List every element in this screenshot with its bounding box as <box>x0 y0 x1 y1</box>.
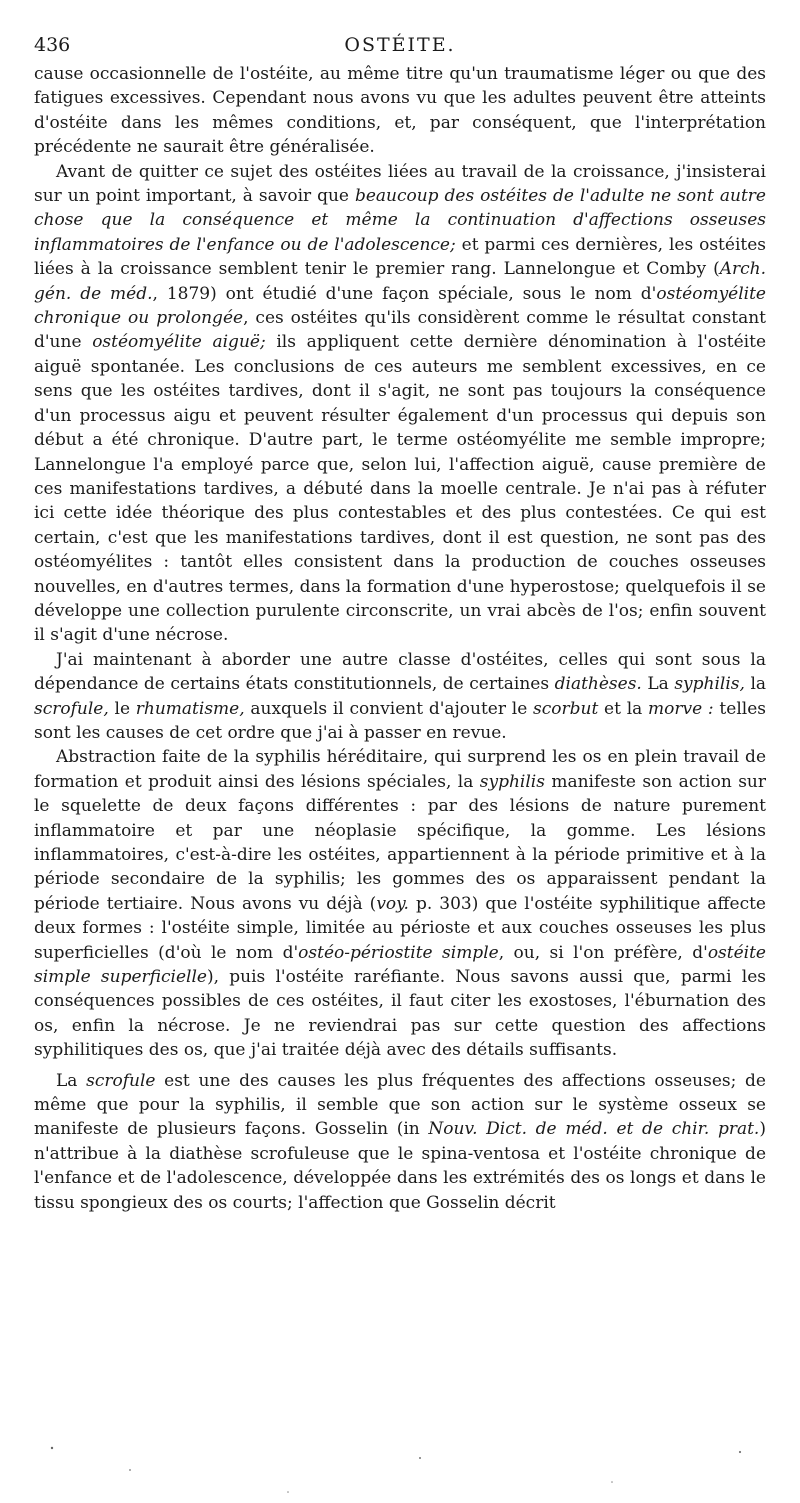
italic-text: scrofule, <box>34 698 109 719</box>
text-run: , 1879) ont étudié d'une façon spéciale, sous le nom d' <box>152 283 657 304</box>
book-page <box>34 28 766 1215</box>
text-run: le <box>108 698 136 719</box>
running-title: OSTÉITE. <box>344 34 456 56</box>
paragraph <box>34 745 766 1062</box>
text-run: et parmi ces dernières, les ostéites liées à la croissance semblent tenir le premier rang. Lannelongue et Comby ( <box>34 234 766 280</box>
text-run: J'ai maintenant à aborder une autre classe d'ostéites, celles qui sont sous la dépendance de certains états constitutionnels, de certaines <box>34 649 766 695</box>
italic-text: scrofule <box>86 1070 156 1091</box>
text-run: ils appliquent cette dernière dénomination à l'ostéite aiguë spontanée. Les conclusions de ces auteurs me semblent excessives, en ce sens que les ostéites tardives, dont il s'agit, ne sont pas toujours la conséquence d'un processus aigu et peuvent résulter également d'un processus qui depuis son début a été chronique. D'autre part, le terme ostéomyélite me semble impropre; Lannelongue l'a employé parce que, selon lui, l'affection aiguë, cause première de ces manifestations tardives, a débuté dans la moelle centrale. Je n'ai pas à réfuter ici cette idée théorique des plus contestables et des plus contestées. Ce qui est certain, c'est que les manifestations tardives, dont il est question, ne sont pas des ostéomyélites : tantôt elles consistent dans la production de couches osseuses nouvelles, en d'autres termes, dans la formation d'une hyperostose; quelquefois il se développe une collection purulente circonscrite, un vrai abcès de l'os; enfin souvent il s'agit d'une nécrose. <box>34 332 767 646</box>
paragraph <box>34 1069 766 1215</box>
text-run: est une des causes les plus fréquentes des affections osseuses; de même que pour la syphilis, il semble que son action sur le système osseux se manifeste de plusieurs façons. Gosselin (in <box>34 1070 766 1140</box>
text-run: ) n'attribue à la diathèse scrofuleuse que le spina-ventosa et l'ostéite chronique de l'enfance et de l'adolescence, développée dans les extrémités des os longs et dans le tissu spongieux des os courts; l'affection que Gosselin décrit <box>34 1119 766 1213</box>
text-run: , ou, si l'on préfère, d' <box>498 942 708 963</box>
italic-text: Nouv. Dict. de méd. et de chir. prat. <box>428 1119 760 1140</box>
italic-text: Arch. gén. de méd. <box>34 259 766 304</box>
paragraph <box>34 62 766 160</box>
text-run: Abstraction faite de la syphilis héréditaire, qui surprend les os en plein travail de formation et produit ainsi des lésions spéciales, la <box>34 747 766 792</box>
text-run: La <box>56 1070 87 1091</box>
italic-text: syphilis, <box>674 674 745 695</box>
text-run: et la <box>598 698 649 719</box>
italic-text: ostéomyélite aiguë; <box>92 332 266 353</box>
text-run: telles sont les causes de cet ordre que j'ai à passer en revue. <box>34 698 766 743</box>
text-run: La <box>641 674 675 695</box>
italic-text: voy. <box>376 893 409 914</box>
text-run: la <box>744 674 767 695</box>
italic-text: diathèses. <box>554 674 642 695</box>
italic-text: syphilis <box>479 771 545 792</box>
body-text <box>34 62 766 1215</box>
italic-text: ostéomyélite chronique ou prolongée <box>34 283 766 329</box>
italic-text: scorbut <box>533 698 599 719</box>
text-run: p. 303) que l'ostéite syphilitique affecte deux formes : l'ostéite simple, limitée au périoste et aux couches osseuses les plus superficielles (d'où le nom d' <box>34 893 766 963</box>
page-header <box>34 28 766 62</box>
text-run: ), puis l'ostéite raréfiante. Nous savons aussi que, parmi les conséquences possibles de ces ostéites, il faut citer les exostoses, l'éburnation des os, enfin la nécrose. Je ne reviendrai pas sur cette question des affections syphilitiques des os, que j'ai traitée déjà avec des détails suffisants. <box>34 967 766 1061</box>
italic-text: rhumatisme, <box>135 698 245 719</box>
text-run: , ces ostéites qu'ils considèrent comme le résultat constant d'une <box>34 308 766 353</box>
italic-text: ostéo-périostite simple <box>298 942 499 963</box>
italic-text: morve : <box>648 698 714 719</box>
page-number: 436 <box>34 34 71 56</box>
text-run: Avant de quitter ce sujet des ostéites liées au travail de la croissance, j'insisterai sur un point important, à savoir que <box>34 161 766 207</box>
text-run: cause occasionnelle de l'ostéite, au même titre qu'un traumatisme léger ou que des fatigues excessives. Cependant nous avons vu que les adultes peuvent être atteints d'ostéite dans les mêmes conditions, et, par conséquent, que l'interprétation précédente ne saurait être généralisée. <box>34 64 766 158</box>
italic-text: ostéite simple superficielle <box>34 942 766 988</box>
text-run: auxquels il convient d'ajouter le <box>244 698 534 719</box>
paragraph <box>34 160 766 648</box>
paragraph <box>34 648 766 746</box>
text-run: manifeste son action sur le squelette de deux façons différentes : par des lésions de nature purement inflammatoire et par une néoplasie spécifique, la gomme. Les lésions inflammatoires, c'est-à-dire les ostéites, appartiennent à la période primitive et à la période secondaire de la syphilis; les gommes des os apparaissent pendant la période tertiaire. Nous avons vu déjà ( <box>34 771 766 914</box>
italic-text: beaucoup des ostéites de l'adulte ne sont autre chose que la conséquence et même la continuation d'affections osseuses inflammatoires de l'enfance ou de l'adolescence; <box>34 186 766 255</box>
